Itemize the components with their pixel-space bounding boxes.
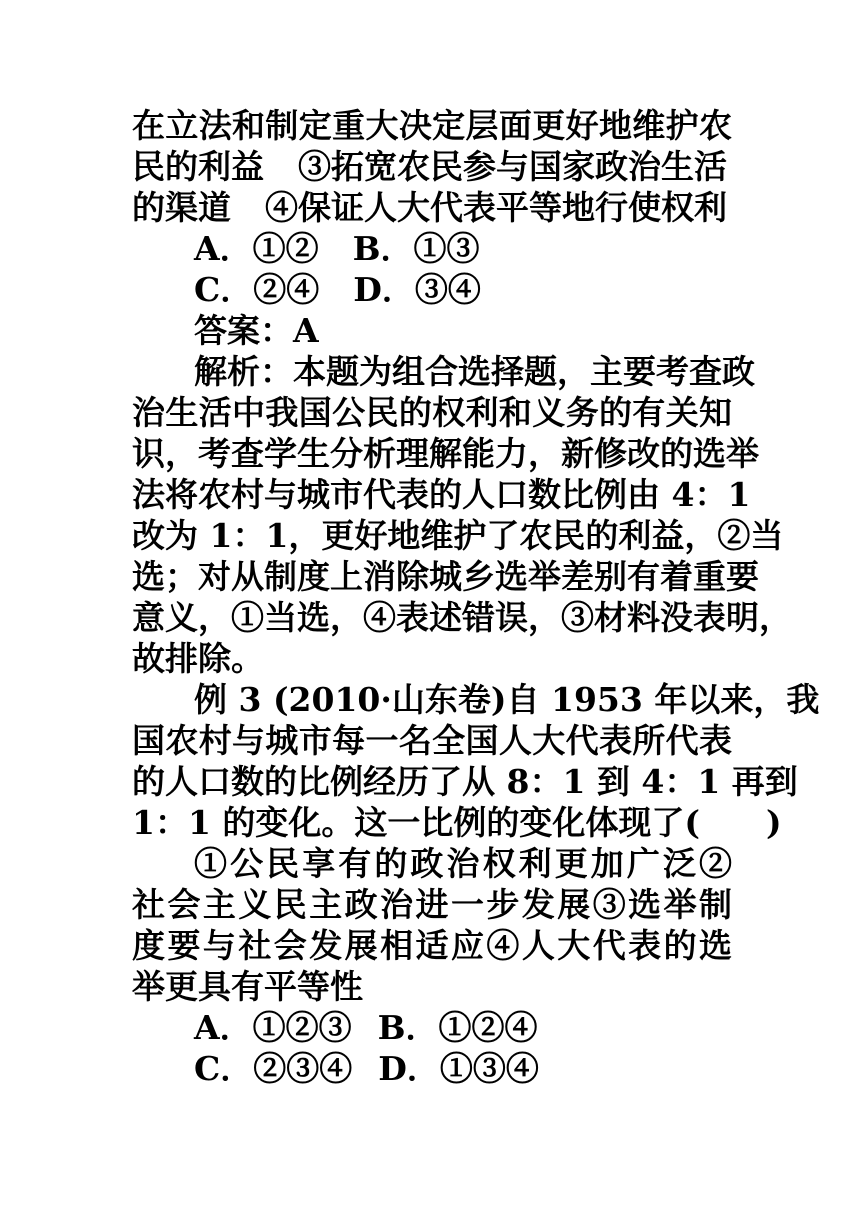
statement-line: 举更具有平等性 bbox=[132, 967, 363, 1006]
question2-continuation-line bbox=[132, 187, 732, 228]
analysis-line: 改为 1：1，更好地维护了农民的利益，②当 bbox=[132, 516, 784, 555]
answer-line: 答案：A bbox=[194, 311, 319, 350]
question2-continuation-line: 在立法和制定重大决定层面更好地维护农 bbox=[132, 106, 732, 145]
question3-stem-line: 的人口数的比例经历了从 8：1 到 4：1 再到 bbox=[132, 762, 798, 801]
statement-fragment: 民的利益 bbox=[132, 147, 264, 186]
statement-3-start: ③选举制 bbox=[592, 885, 732, 924]
analysis-line bbox=[132, 351, 755, 392]
statement-4-start: ④人大代表的选 bbox=[486, 926, 732, 965]
analysis-line: 治生活中我国公民的权利和义务的有关知 bbox=[132, 393, 732, 432]
analysis-line: 意义，①当选，④表述错误，③材料没表明， bbox=[132, 598, 792, 637]
statement-fragment: 的渠道 bbox=[132, 188, 231, 227]
statement-1: ①公民享有的政治权利更加广泛 bbox=[194, 844, 699, 883]
question2-continuation-line bbox=[132, 146, 732, 187]
options-row bbox=[132, 269, 732, 310]
options-row bbox=[132, 1048, 732, 1089]
option-c: C．②④ bbox=[194, 270, 320, 309]
analysis-line: 选；对从制度上消除城乡选举差别有着重要 bbox=[132, 557, 759, 596]
option-c: C．②③④ bbox=[194, 1049, 353, 1088]
option-d: D．①③④ bbox=[378, 1049, 539, 1088]
statement-line bbox=[132, 925, 732, 966]
analysis-line: 法将农村与城市代表的人口数比例由 4：1 bbox=[132, 475, 751, 514]
option-b: B．①③ bbox=[352, 229, 480, 268]
analysis-line: 识，考查学生分析理解能力，新修改的选举 bbox=[132, 434, 759, 473]
options-row bbox=[132, 1007, 732, 1048]
option-b: B．①②④ bbox=[377, 1008, 538, 1047]
text-body bbox=[132, 105, 820, 1089]
question3-stem-line: 1：1 的变化。这一比例的变化体现了( ) bbox=[132, 803, 782, 842]
statement-3: 度要与社会发展相适应 bbox=[132, 926, 487, 965]
options-row bbox=[132, 228, 732, 269]
statement-4: ④保证人大代表平等地行使权利 bbox=[265, 188, 727, 227]
question3-stem-line: 例 3 (2010·山东卷)自 1953 年以来，我 bbox=[194, 680, 820, 719]
option-a: A．①② bbox=[194, 229, 319, 268]
statement-2-start: ② bbox=[699, 844, 732, 883]
option-a: A．①②③ bbox=[194, 1008, 352, 1047]
analysis-text: 本题为组合选择题，主要考查政 bbox=[293, 352, 755, 391]
analysis-line: 故排除。 bbox=[132, 639, 264, 678]
question3-stem-line: 国农村与城市每一名全国人大代表所代表 bbox=[132, 721, 732, 760]
analysis-label: 解析： bbox=[194, 352, 293, 391]
statement-2: 社会主义民主政治进一步发展 bbox=[132, 885, 593, 924]
statement-line bbox=[132, 884, 732, 925]
statement-line bbox=[132, 843, 732, 884]
statement-3: ③拓宽农民参与国家政治生活 bbox=[298, 147, 727, 186]
option-d: D．③④ bbox=[353, 270, 481, 309]
